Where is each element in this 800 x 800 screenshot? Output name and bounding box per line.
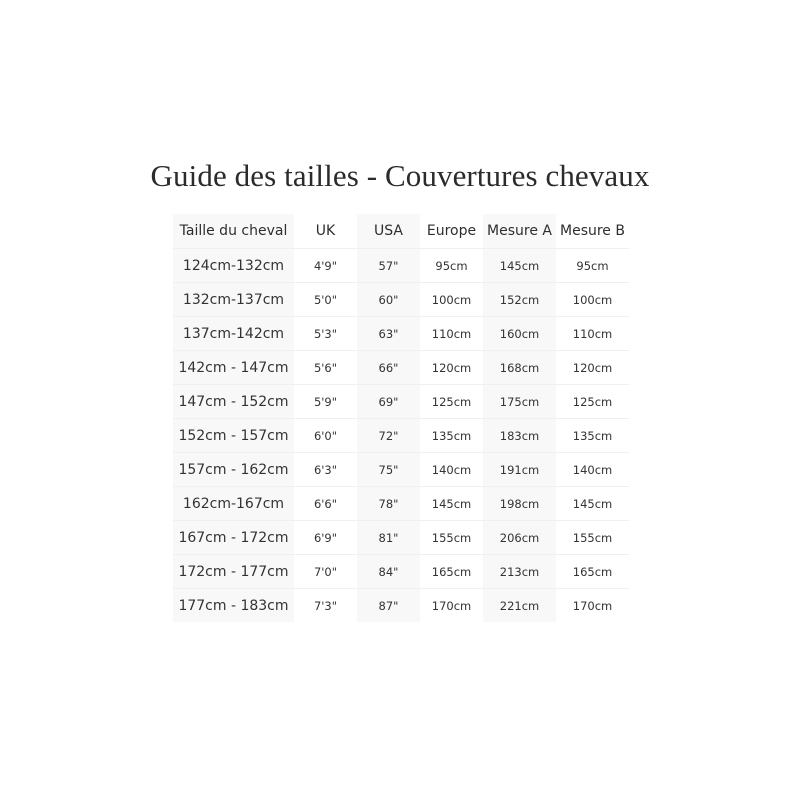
table-row	[173, 351, 629, 385]
cell-europe: 145cm	[420, 487, 483, 521]
cell-europe: 135cm	[420, 419, 483, 453]
cell-europe: 120cm	[420, 351, 483, 385]
table-row	[173, 283, 629, 317]
cell-measure-b: 170cm	[556, 589, 629, 623]
cell-uk: 7'3"	[294, 589, 357, 623]
cell-usa: 72"	[357, 419, 420, 453]
table-row	[173, 317, 629, 351]
cell-horse-size: 142cm - 147cm	[173, 351, 294, 385]
cell-europe: 100cm	[420, 283, 483, 317]
cell-uk: 5'6"	[294, 351, 357, 385]
cell-measure-a: 198cm	[483, 487, 556, 521]
cell-measure-a: 175cm	[483, 385, 556, 419]
cell-usa: 57"	[357, 249, 420, 283]
cell-uk: 7'0"	[294, 555, 357, 589]
cell-measure-b: 110cm	[556, 317, 629, 351]
cell-measure-a: 168cm	[483, 351, 556, 385]
cell-measure-b: 135cm	[556, 419, 629, 453]
cell-usa: 78"	[357, 487, 420, 521]
cell-measure-b: 155cm	[556, 521, 629, 555]
cell-usa: 87"	[357, 589, 420, 623]
cell-europe: 155cm	[420, 521, 483, 555]
table-row	[173, 589, 629, 623]
cell-horse-size: 137cm-142cm	[173, 317, 294, 351]
size-table	[173, 214, 629, 622]
cell-measure-b: 145cm	[556, 487, 629, 521]
cell-uk: 6'9"	[294, 521, 357, 555]
header-europe: Europe	[420, 214, 483, 249]
header-uk: UK	[294, 214, 357, 249]
cell-measure-b: 140cm	[556, 453, 629, 487]
cell-uk: 5'9"	[294, 385, 357, 419]
cell-measure-a: 206cm	[483, 521, 556, 555]
cell-horse-size: 172cm - 177cm	[173, 555, 294, 589]
cell-usa: 69"	[357, 385, 420, 419]
cell-measure-b: 120cm	[556, 351, 629, 385]
cell-europe: 170cm	[420, 589, 483, 623]
header-measure-b: Mesure B	[556, 214, 629, 249]
cell-europe: 95cm	[420, 249, 483, 283]
table-row	[173, 385, 629, 419]
cell-horse-size: 152cm - 157cm	[173, 419, 294, 453]
cell-europe: 125cm	[420, 385, 483, 419]
cell-uk: 5'0"	[294, 283, 357, 317]
cell-usa: 84"	[357, 555, 420, 589]
cell-measure-a: 221cm	[483, 589, 556, 623]
cell-horse-size: 167cm - 172cm	[173, 521, 294, 555]
table-row	[173, 487, 629, 521]
cell-measure-a: 213cm	[483, 555, 556, 589]
page-title: Guide des tailles - Couvertures chevaux	[150, 158, 650, 193]
cell-horse-size: 132cm-137cm	[173, 283, 294, 317]
cell-usa: 66"	[357, 351, 420, 385]
cell-horse-size: 147cm - 152cm	[173, 385, 294, 419]
cell-measure-b: 100cm	[556, 283, 629, 317]
table-body	[173, 249, 629, 623]
cell-measure-b: 125cm	[556, 385, 629, 419]
cell-horse-size: 157cm - 162cm	[173, 453, 294, 487]
cell-usa: 63"	[357, 317, 420, 351]
cell-measure-a: 160cm	[483, 317, 556, 351]
cell-usa: 81"	[357, 521, 420, 555]
table-row	[173, 521, 629, 555]
table-header-row	[173, 214, 629, 249]
header-usa: USA	[357, 214, 420, 249]
cell-measure-a: 183cm	[483, 419, 556, 453]
cell-uk: 4'9"	[294, 249, 357, 283]
table-row	[173, 419, 629, 453]
cell-horse-size: 162cm-167cm	[173, 487, 294, 521]
cell-uk: 6'3"	[294, 453, 357, 487]
cell-horse-size: 124cm-132cm	[173, 249, 294, 283]
cell-measure-a: 145cm	[483, 249, 556, 283]
cell-uk: 6'6"	[294, 487, 357, 521]
cell-horse-size: 177cm - 183cm	[173, 589, 294, 623]
table-row	[173, 453, 629, 487]
cell-uk: 5'3"	[294, 317, 357, 351]
cell-measure-a: 191cm	[483, 453, 556, 487]
cell-europe: 110cm	[420, 317, 483, 351]
cell-usa: 60"	[357, 283, 420, 317]
header-measure-a: Mesure A	[483, 214, 556, 249]
header-horse-size: Taille du cheval	[173, 214, 294, 249]
cell-europe: 165cm	[420, 555, 483, 589]
cell-measure-b: 95cm	[556, 249, 629, 283]
table-row	[173, 249, 629, 283]
table-row	[173, 555, 629, 589]
cell-uk: 6'0"	[294, 419, 357, 453]
cell-measure-b: 165cm	[556, 555, 629, 589]
cell-usa: 75"	[357, 453, 420, 487]
cell-europe: 140cm	[420, 453, 483, 487]
cell-measure-a: 152cm	[483, 283, 556, 317]
